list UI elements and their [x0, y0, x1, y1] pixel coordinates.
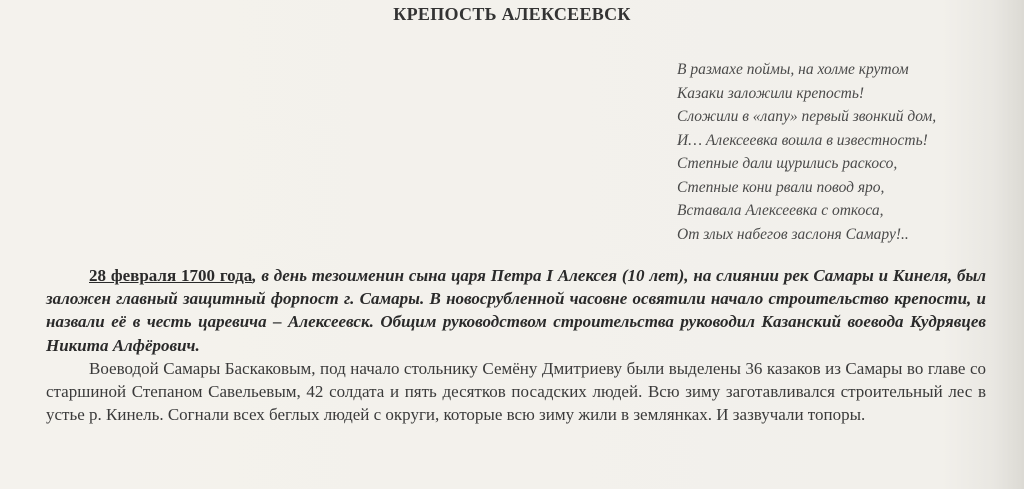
poem-line: И… Алексеевка вошла в известность! [677, 131, 928, 149]
poem-line: Казаки заложили крепость! [677, 84, 865, 102]
poem-line: От злых набегов заслоня Самару!.. [677, 225, 909, 243]
paragraph-founding [46, 264, 986, 357]
paragraph-founding-text: , в день тезоименин сына царя Петра I Алексея (10 лет), на слиянии рек Самары и Кинеля, был заложен главный защитный форпост г. Самары. В новосрубленной часовне освятили начало строительство крепости, и назвали её в честь царевича – Алексеевск. Общим руководством строительства руководил Казанский воевода Кудрявцев Никита Алфёрович. [46, 266, 986, 355]
poem-line: Степные кони рвали повод яро, [677, 178, 885, 196]
poem-line: Вставала Алексеевка с откоса, [677, 202, 884, 219]
paragraph-construction: Воеводой Самары Баскаковым, под начало стольнику Семёну Дмитриеву были выделены 36 казаков из Самары во главе со старшиной Степаном Савельевым, 42 солдата и пять десятков посадских людей. Всю зиму заготавливался строительный лес в устье р. Кинель. Согнали всех беглых людей с округи, которые всю зиму жили в землянках. И зазвучали топоры. [46, 358, 986, 425]
poem-line: Степные дали щурились раскосо, [677, 155, 898, 172]
founding-date: 28 февраля 1700 года [89, 266, 253, 285]
epigraph-poem [677, 58, 1007, 246]
poem-line: В размахе поймы, на холме крутом [677, 61, 909, 78]
body-text [46, 264, 986, 426]
poem-line: Сложили в «лапу» первый звонкий дом, [677, 108, 937, 125]
page-title: КРЕПОСТЬ АЛЕКСЕЕВСК [393, 4, 631, 24]
